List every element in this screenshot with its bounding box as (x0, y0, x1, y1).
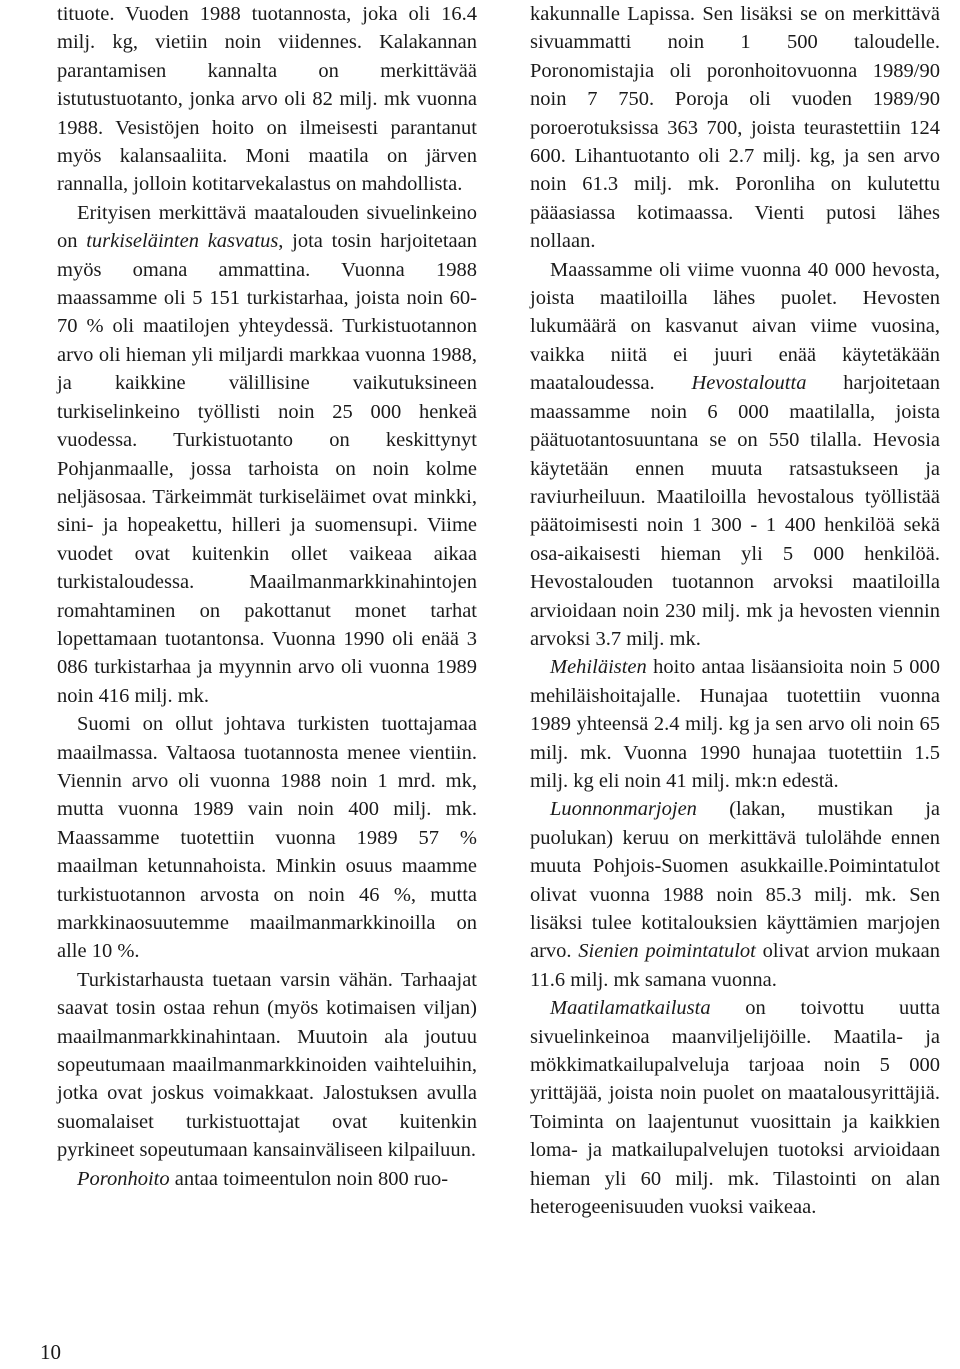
paragraph-text: tituote. Vuoden 1988 tuotannosta, joka oli 16.4 milj. kg, vietiin noin viidennes. Kalakannan parantamisen kannalta on merkittävää istutustuotanto, jonka arvo oli 82 milj. mk vuonna 1988. Vesistöjen hoito on ilmeisesti parantanut myös kalansaaliita. Moni maatila on järven rannalla, jolloin kotitarvekalastus on mahdollista. (57, 3, 477, 196)
paragraph-text: on toivottu uutta sivuelinkeinoa maanviljelijöille. Maatila- ja mökkimatkailupalveluja tarjoaa noin 5 000 yrittäjää, joista noin puolet on maatalousyrittäjiä. Toiminta on laajentunut vuosittain ja kaikkien loma- ja matkailupalvelujen tuotoksi arvioidaan hieman yli 60 milj. mk. Tilastointi on alan heterogeenisuuden vuoksi vaikeaa. (530, 997, 940, 1219)
paragraph-text: harjoitetaan maassamme noin 6 000 maatilalla, joista päätuotantosuuntana se on 550 tilalla. Hevosia käytetään ennen muuta ratsastukseen ja raviurheiluun. Maatiloilla hevostalous työllistää päätoimisesti noin 1 300 - 1 400 henkilöä sekä osa-aikaisesti hieman yli 5 000 henkilöä. Hevostalouden tuotannon arvoksi maatiloilla arvioidaan noin 230 milj. mk ja hevosten viennin arvoksi 3.7 milj. mk. (530, 372, 940, 650)
paragraph-poronhoito-cont (530, 0, 940, 256)
italic-term: turkiseläinten kasvatus (86, 230, 279, 253)
paragraph-turkiselainten-kasvatus (57, 199, 477, 710)
italic-term: Maatilamatkailusta (550, 997, 711, 1020)
paragraph-maatilamatkailu (530, 994, 940, 1221)
italic-term: Mehiläisten (550, 656, 647, 679)
paragraph-text: Maassamme oli viime vuonna 40 000 hevosta, joista maatiloilla lähes puolet. Hevosten lukumäärä on kasvanut aivan viime vuosina, vaikka niitä ei juuri enää käytetäkään maataloudessa. (530, 258, 940, 395)
paragraph-luonnonmarjat (530, 795, 940, 994)
italic-term: Hevostaloutta (691, 372, 807, 395)
paragraph-hevostalous (530, 256, 940, 654)
paragraph-text: hoito antaa lisäansioita noin 5 000 mehiläishoitajalle. Hunajaa tuotettiin vuonna 1989 yhteensä 2.4 milj. kg ja sen arvo oli noin 65 milj. mk. Vuonna 1990 hunajaa tuotettiin 1.5 milj. kg eli noin 41 milj. mk:n edestä. (530, 656, 940, 792)
paragraph-kalastus (57, 0, 477, 199)
paragraph-poronhoito-start (57, 1165, 477, 1193)
italic-term: Sienien poimintatulot (578, 940, 756, 963)
paragraph-text: Turkistarhausta tuetaan varsin vähän. Tarhaajat saavat tosin ostaa rehun (myös kotimaisen viljan) maailmanmarkkinahintaan. Muutoin ala joutuu sopeutumaan maailmanmarkkinoiden vaihteluihin, jotka ovat joskus voimakkaat. Jalostuksen avulla suomalaiset turkistuottajat ovat kuitenkin pyrkineet sopeutumaan kansainväliseen kilpailuun. (57, 968, 477, 1162)
paragraph-text: kakunnalle Lapissa. Sen lisäksi se on merkittävä sivuammatti noin 1 500 taloudelle. Poronomistajia oli poronhoitovuonna 1989/90 noin 7 750. Poroja oli vuoden 1989/90 poroerotuksissa 363 700, joista teurastettiin 124 600. Lihantuotanto oli 2.7 milj. kg, ja sen arvo noin 61.3 milj. mk. Poronliha on kulutettu pääasiassa kotimaassa. Vienti putosi lähes nollaan. (530, 3, 940, 253)
paragraph-text: (lakan, mustikan ja puolukan) keruu on merkittävä tulolähde ennen muuta Pohjois-Suomen asukkaille.Poimintatulot olivat vuonna 1988 noin 85.3 milj. mk. Sen lisäksi tulee kotitalouksien käyttämien marjojen arvo. (530, 798, 940, 963)
paragraph-text: , jota tosin harjoitetaan myös omana ammattina. Vuonna 1988 maassamme oli 5 151 turkistarhaa, joista noin 60-70 % oli maatilojen yhteydessä. Turkistuotannon arvo oli hieman yli miljardi markkaa vuonna 1988, ja kaikkine välillisine vaikutuksineen turkiselinkeino työllisti noin 25 000 henkeä vuodessa. Turkistuotanto on keskittynyt Pohjanmaalle, jossa tarhoista on noin kolme neljäsosaa. Tärkeimmät turkiseläimet ovat minkki, sini- ja hopeakettu, hilleri ja suomensupi. Viime vuodet ovat kuitenkin ollet vaikeaa aikaa turkistaloudessa. Maailmanmarkkinahintojen romahtaminen on pakottanut monet tarhat lopettamaan tuotantonsa. Vuonna 1990 oli enää 3 086 turkistarhaa ja myynnin arvo oli vuonna 1989 noin 416 milj. mk. (57, 230, 477, 707)
paragraph-text: olivat arvion mukaan 11.6 milj. mk samana vuonna. (530, 940, 941, 991)
italic-term: Luonnonmarjojen (550, 798, 697, 821)
page-number: 10 (40, 1340, 61, 1364)
left-column (57, 0, 477, 1193)
paragraph-turkisvienti (57, 710, 477, 966)
right-column (530, 0, 940, 1221)
paragraph-mehilaiset (530, 653, 940, 795)
paragraph-turkistarhaus-tuki (57, 966, 477, 1165)
italic-term: Poronhoito (77, 1167, 170, 1190)
paragraph-text: Suomi on ollut johtava turkisten tuottajamaa maailmassa. Valtaosa tuotannosta menee vientiin. Viennin arvo oli vuonna 1988 noin 1 mrd. mk, mutta vuonna 1989 vain noin 400 milj. mk. Maassamme tuotettiin vuonna 1989 57 % maailman ketunnahoista. Minkin osuus maamme turkistuotannon arvosta on noin 46 %, mutta markkinaosuutemme maailmanmarkkinoilla on alle 10 %. (57, 713, 477, 963)
paragraph-text: Erityisen merkittävä maatalouden sivuelinkeino on (57, 201, 477, 253)
paragraph-text: antaa toimeentulon noin 800 ruo- (169, 1167, 449, 1190)
